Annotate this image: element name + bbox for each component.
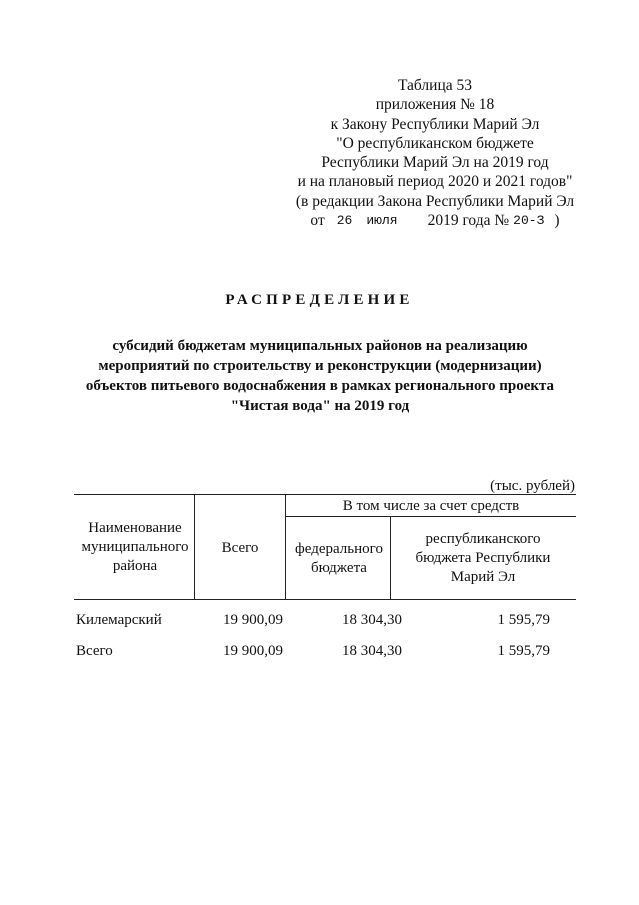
header-line: Таблица 53: [397, 77, 473, 94]
date-year: 2019 года №: [427, 212, 510, 230]
table-divider: [194, 494, 195, 599]
header-line: "О республиканском бюджете: [336, 134, 534, 152]
law-date-line: [280, 211, 590, 230]
row-total: 19 900,09: [223, 612, 283, 628]
header-block: [280, 76, 590, 230]
table-divider: [285, 494, 286, 599]
date-day: 26: [336, 213, 353, 229]
header-group: В том числе за счет средств: [342, 498, 520, 514]
row-republic: 1 595,79: [497, 643, 550, 659]
header-line: Республики Марий Эл на 2019 год: [321, 154, 549, 172]
table-divider: [390, 516, 391, 599]
header-total: Всего: [221, 540, 259, 556]
row-name: Килемарский: [76, 612, 162, 628]
header-name: Наименование муниципального района: [81, 520, 189, 574]
subtitle-line: объектов питьевого водоснабжения в рамках регионального проекта: [85, 378, 555, 394]
header-line: и на плановый период 2020 и 2021 годов": [297, 173, 573, 191]
table-top-rule: [74, 494, 576, 495]
subtitle-line: мероприятий по строительству и реконструкции (модернизации): [98, 358, 542, 374]
document-subtitle: [60, 336, 580, 416]
date-suffix: ): [554, 212, 560, 230]
header-line: приложения № 18: [375, 96, 495, 114]
row-total: 19 900,09: [223, 643, 283, 659]
row-federal: 18 304,30: [342, 643, 402, 659]
law-number: 20-З: [513, 213, 545, 229]
row-federal: 18 304,30: [342, 612, 402, 628]
date-prefix: от: [310, 212, 325, 230]
subtitle-line: "Чистая вода" на 2019 год: [230, 398, 410, 414]
header-line: (в редакции Закона Республики Марий Эл: [295, 192, 575, 210]
row-republic: 1 595,79: [497, 612, 550, 628]
document-title: РАСПРЕДЕЛЕНИЕ: [225, 292, 414, 308]
header-republic: республиканского бюджета Республики Марий Эл: [415, 531, 551, 585]
table-subheader-rule: [285, 516, 576, 517]
header-line: к Закону Республики Марий Эл: [330, 115, 540, 133]
subtitle-line: субсидий бюджетам муниципальных районов на реализацию: [112, 338, 528, 354]
header-federal: федерального бюджета: [295, 541, 383, 576]
date-month: июля: [366, 213, 398, 229]
row-name: Всего: [76, 643, 113, 659]
units-label: (тыс. рублей): [490, 478, 575, 494]
table-header-bottom-rule: [74, 599, 576, 600]
